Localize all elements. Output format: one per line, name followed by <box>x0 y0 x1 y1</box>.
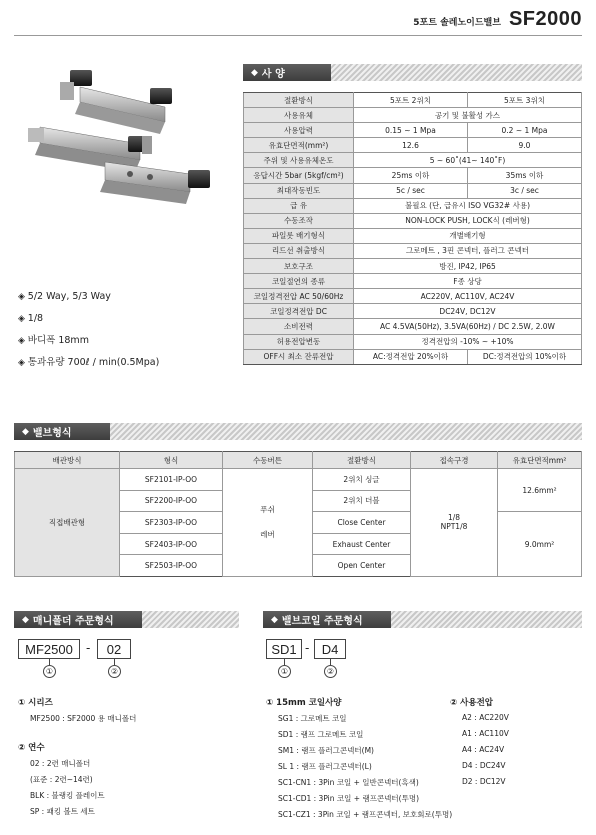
area-cell: 9.0mm² <box>498 512 582 577</box>
spec-label: 파일롯 배기형식 <box>244 228 354 243</box>
spec-value: 정격전압의 -10% ~ +10% <box>354 334 582 349</box>
spec-label: 절환방식 <box>244 93 354 108</box>
spec-value: 5 ~ 60˚(41~ 140˚F) <box>354 153 582 168</box>
spec-value: 12.6 <box>354 138 468 153</box>
spec-row <box>244 349 582 364</box>
spec-table <box>243 92 582 365</box>
switch-cell: Open Center <box>313 555 411 577</box>
spec-row <box>244 183 582 198</box>
spec-value: 그로메트 , 3핀 콘넥터, 플러그 콘넥터 <box>354 243 582 258</box>
spec-label: 소비전력 <box>244 319 354 334</box>
header-divider <box>14 35 582 36</box>
marker-1: ① <box>43 665 56 678</box>
model-cell: SF2503-IP-OO <box>120 555 223 577</box>
spec-value: 35ms 이하 <box>468 168 582 183</box>
spec-value: DC:정격전압의 10%이하 <box>468 349 582 364</box>
spec-value: AC:정격전압 20%이하 <box>354 349 468 364</box>
model-cell: SF2200-IP-OO <box>120 490 223 512</box>
manifold-code-count: 02 <box>97 639 131 659</box>
switch-cell: Close Center <box>313 512 411 534</box>
spec-value: 5포트 3위치 <box>468 93 582 108</box>
spec-value: 개별배기형 <box>354 228 582 243</box>
spec-value: 5c / sec <box>354 183 468 198</box>
spec-row <box>244 334 582 349</box>
spec-value: F종 상당 <box>354 274 582 289</box>
coil-dash: - <box>305 641 310 655</box>
voltage-option: A1 : AC110V <box>462 729 509 738</box>
manual-cell <box>223 469 313 577</box>
model-cell: SF2303-IP-OO <box>120 512 223 534</box>
model-cell: SF2403-IP-OO <box>120 533 223 555</box>
coil-option: SC1-CD1 : 3Pin 코일 + 램프콘넥터(투명) <box>278 794 420 803</box>
coil-voltage-heading: ② 사용전압 <box>450 698 494 708</box>
manifold-code-series: MF2500 <box>18 639 80 659</box>
spec-value: NON-LOCK PUSH, LOCK식 (레버형) <box>354 213 582 228</box>
spec-row <box>244 319 582 334</box>
spec-row <box>244 108 582 123</box>
feature-item: ◈ 바디폭 18mm <box>18 330 159 352</box>
spec-value: 25ms 이하 <box>354 168 468 183</box>
valve-section-header <box>14 423 110 440</box>
spec-row <box>244 243 582 258</box>
manifold-option: (표준 : 2련~14련) <box>30 775 93 784</box>
switch-cell: 2위치 싱글 <box>313 469 411 491</box>
coil-option: SC1-CZ1 : 3Pin 코일 + 램프콘넥터, 보호회로(투명) <box>278 810 453 819</box>
manifold-section-header <box>14 611 142 628</box>
model-cell: SF2101-IP-OO <box>120 469 223 491</box>
spec-label: 허용전압변동 <box>244 334 354 349</box>
diamond-icon: ◆ <box>22 614 29 625</box>
spec-row <box>244 93 582 108</box>
spec-label: 응답시간 5bar (5kgf/cm²) <box>244 168 354 183</box>
spec-value: 공기 및 불활성 가스 <box>354 108 582 123</box>
coil-option: SC1-CN1 : 3Pin 코일 + 일반콘넥터(흑색) <box>278 778 419 787</box>
spec-value: 9.0 <box>468 138 582 153</box>
spec-row <box>244 153 582 168</box>
spec-value: AC 4.5VA(50Hz), 3.5VA(60Hz) / DC 2.5W, 2.0W <box>354 319 582 334</box>
feature-item: ◈ 5/2 Way, 5/3 Way <box>18 286 159 308</box>
header-subtitle: 5포트 솔레노이드밸브 <box>413 18 501 28</box>
port-cell <box>411 469 498 577</box>
spec-value: 3c / sec <box>468 183 582 198</box>
port-npt: NPT1/8 <box>440 522 468 532</box>
switch-cell: Exhaust Center <box>313 533 411 555</box>
manifold-dash: - <box>86 641 91 655</box>
spec-label: 최대작동빈도 <box>244 183 354 198</box>
coil-code-type: SD1 <box>266 639 302 659</box>
voltage-option: A2 : AC220V <box>462 713 509 722</box>
spec-label: 리드선 취출방식 <box>244 243 354 258</box>
manifold-series-desc: MF2500 : SF2000 용 매니폴더 <box>30 714 137 723</box>
port-size: 1/8 <box>447 513 461 523</box>
spec-value: 5포트 2위치 <box>354 93 468 108</box>
coil-option: SD1 : 램프 그로메트 코일 <box>278 730 364 739</box>
coil-option: SM1 : 램프 플러그콘넥터(M) <box>278 746 374 755</box>
feature-list <box>18 286 159 374</box>
diamond-icon: ◆ <box>22 426 29 437</box>
voltage-option: D2 : DC12V <box>462 777 506 786</box>
coil-spec-heading: ① 15mm 코일사양 <box>266 698 342 708</box>
diamond-icon: ◆ <box>251 67 258 78</box>
valve-section-title: 밸브형식 <box>32 428 72 439</box>
col-header: 접속구경 <box>411 452 498 469</box>
col-header: 절환방식 <box>313 452 411 469</box>
header-model: SF2000 <box>508 8 582 30</box>
page-header <box>413 8 582 32</box>
spec-row <box>244 198 582 213</box>
spec-label: 코일정격전압 DC <box>244 304 354 319</box>
spec-label: 주위 및 사용유체온도 <box>244 153 354 168</box>
col-header: 수동버튼 <box>223 452 313 469</box>
spec-section-title: 사 양 <box>261 69 285 80</box>
product-photo <box>20 62 235 212</box>
spec-row <box>244 123 582 138</box>
coil-option: SL 1 : 램프 플러그콘넥터(L) <box>278 762 372 771</box>
feature-item: ◈ 통과유량 700ℓ / min(0.5Mpa) <box>18 352 159 374</box>
manifold-series-heading: ① 시리즈 <box>18 698 53 708</box>
marker-1: ① <box>278 665 291 678</box>
spec-label: 코일정격전압 AC 50/60Hz <box>244 289 354 304</box>
marker-2: ② <box>108 665 121 678</box>
manual-lever: 레버 <box>260 530 275 540</box>
spec-value: 불필요 (단, 급유시 ISO VG32# 사용) <box>354 198 582 213</box>
coil-option: SG1 : 그로메트 코일 <box>278 714 347 723</box>
spec-label: 사용압력 <box>244 123 354 138</box>
col-header: 유효단면적mm² <box>498 452 582 469</box>
manifold-option: BLK : 블랭킹 플레이트 <box>30 791 105 800</box>
spec-row <box>244 228 582 243</box>
diamond-icon: ◆ <box>271 614 278 625</box>
spec-value: AC220V, AC110V, AC24V <box>354 289 582 304</box>
feature-item: ◈ 1/8 <box>18 308 159 330</box>
manifold-section-title: 매니폴더 주문형식 <box>32 616 114 627</box>
spec-row <box>244 274 582 289</box>
coil-code-voltage: D4 <box>314 639 346 659</box>
manifold-option: SP : 패킹 볼트 세트 <box>30 807 95 816</box>
switch-cell: 2위치 더블 <box>313 490 411 512</box>
piping-cell: 직접배관형 <box>15 469 120 577</box>
valve-image-1 <box>60 70 172 134</box>
col-header: 형식 <box>120 452 223 469</box>
spec-label: 보호구조 <box>244 259 354 274</box>
spec-row <box>244 213 582 228</box>
spec-label: 수동조작 <box>244 213 354 228</box>
spec-value: 0.2 ~ 1 Mpa <box>468 123 582 138</box>
spec-row <box>244 168 582 183</box>
spec-row <box>244 259 582 274</box>
area-cell: 12.6mm² <box>498 469 582 512</box>
spec-row <box>244 289 582 304</box>
spec-label: 급 유 <box>244 198 354 213</box>
spec-label: 유효단면적(mm²) <box>244 138 354 153</box>
spec-value: DC24V, DC12V <box>354 304 582 319</box>
spec-label: 사용유체 <box>244 108 354 123</box>
spec-value: 방진, IP42, IP65 <box>354 259 582 274</box>
valve-image-2 <box>28 127 152 172</box>
coil-section-header <box>263 611 391 628</box>
marker-2: ② <box>324 665 337 678</box>
voltage-option: A4 : AC24V <box>462 745 505 754</box>
valve-image-3 <box>100 162 210 204</box>
spec-row <box>244 138 582 153</box>
voltage-option: D4 : DC24V <box>462 761 506 770</box>
spec-label: OFF시 최소 잔류전압 <box>244 349 354 364</box>
manifold-count-heading: ② 연수 <box>18 743 45 753</box>
spec-section-header <box>243 64 331 81</box>
manual-push: 푸쉬 <box>260 505 275 515</box>
manifold-option: 02 : 2련 매니폴더 <box>30 759 91 768</box>
spec-value: 0.15 ~ 1 Mpa <box>354 123 468 138</box>
coil-section-title: 밸브코일 주문형식 <box>281 616 363 627</box>
spec-row <box>244 304 582 319</box>
col-header: 배관방식 <box>15 452 120 469</box>
spec-label: 코일절연의 종류 <box>244 274 354 289</box>
valve-type-table <box>14 451 582 577</box>
